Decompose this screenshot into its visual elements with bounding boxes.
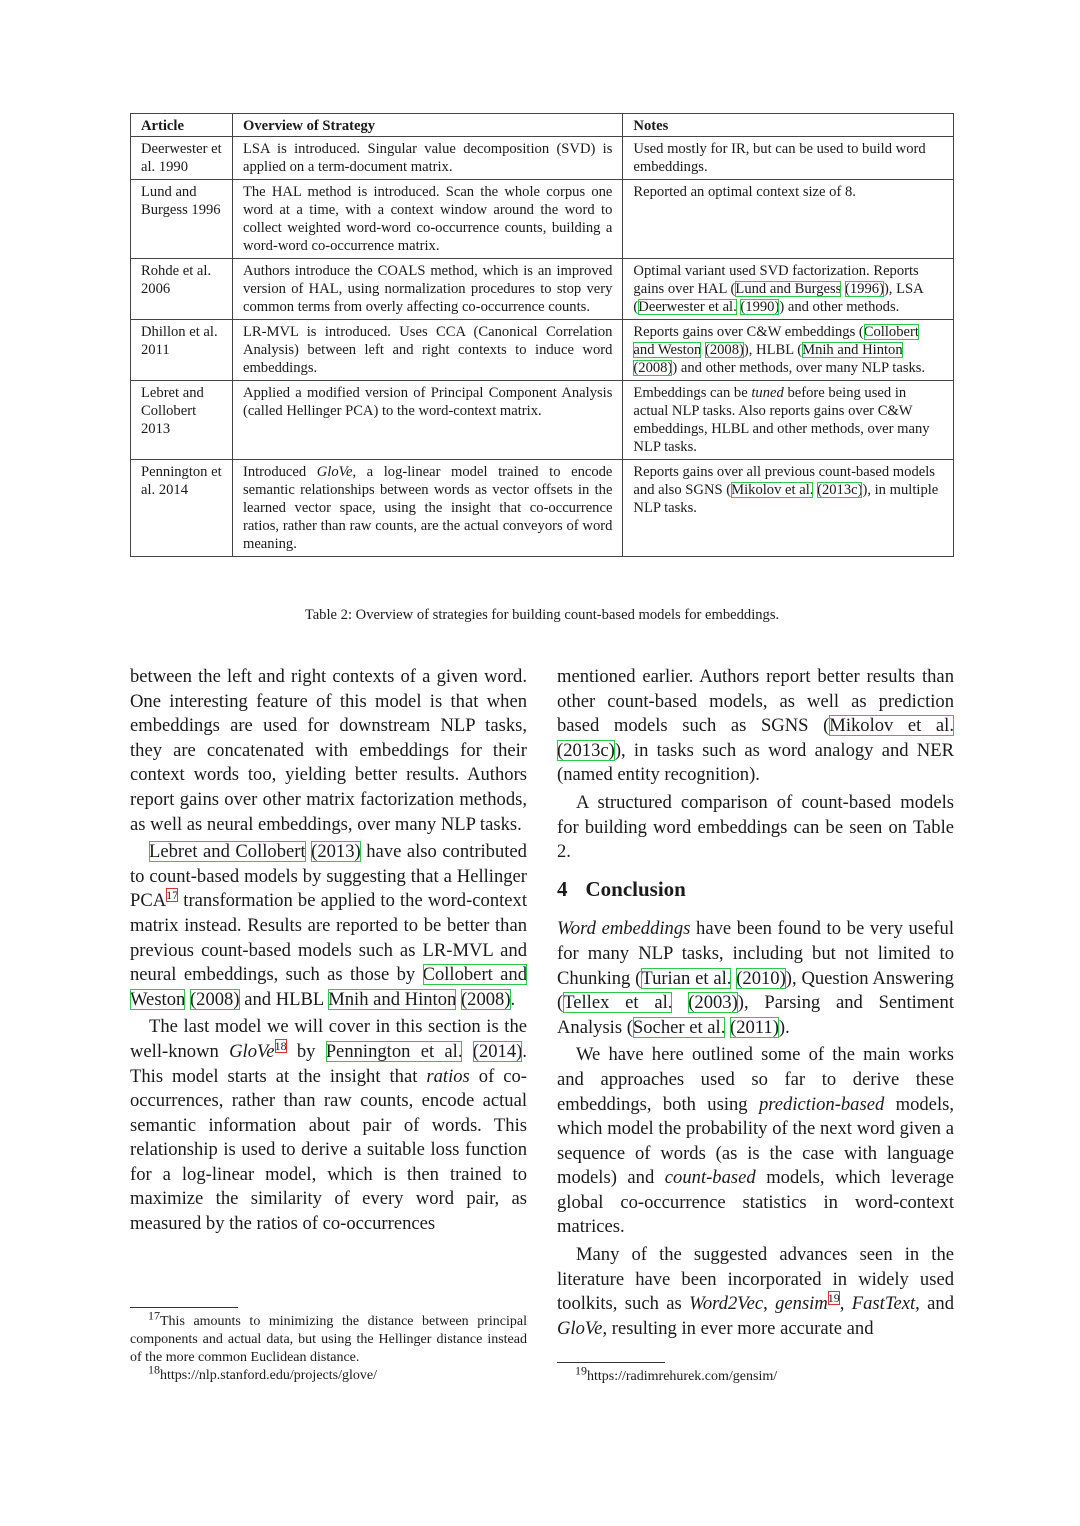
text-run: Optimal variant used SVD factorization. Reports gains over HAL ( xyxy=(633,263,919,297)
header-overview: Overview of Strategy xyxy=(232,114,622,137)
text-run: Reports gains over C&W embeddings ( xyxy=(633,324,864,340)
citation-link[interactable]: (2011) xyxy=(730,1016,779,1038)
citation-link[interactable]: (2013c) xyxy=(817,482,863,498)
text-run: , xyxy=(839,1293,852,1315)
citation-link[interactable]: Pennington et al. xyxy=(325,1040,463,1062)
cell-notes xyxy=(623,320,954,381)
italic-text: gensim xyxy=(775,1293,828,1315)
table-header-row xyxy=(131,114,954,137)
text-run: Used mostly for IR, but can be used to build word embeddings. xyxy=(633,141,926,175)
citation-link[interactable]: Deerwester et al. xyxy=(638,299,737,315)
section-number: 4 xyxy=(557,876,568,901)
citation-link[interactable]: Lebret and Collobert xyxy=(149,841,306,863)
text-run: , resulting in ever more accurate and xyxy=(602,1317,874,1339)
text-run: , a log-linear model trained to encode semantic relationships between words as vector offsets in the learned vector space, using the insight that co-occurrence ratios, rather than raw counts, are the actual conveyors of word meaning. xyxy=(242,464,613,552)
right-column xyxy=(557,665,954,1341)
paragraph xyxy=(557,791,954,865)
cell-article: Lebret and Collobert 2013 xyxy=(131,381,233,460)
text-run: models, which model the probability of the next word given a sequence of words (as is the case with language models) and xyxy=(557,1093,954,1189)
paragraph xyxy=(130,665,527,837)
citation-link[interactable]: (1996) xyxy=(845,281,884,297)
italic-text: FastText xyxy=(851,1293,916,1315)
footnote-link[interactable]: 17 xyxy=(166,888,179,903)
section-title: Conclusion xyxy=(585,876,686,901)
footnote-link[interactable]: 19 xyxy=(827,1291,840,1306)
citation-link[interactable]: Mikolov et al. xyxy=(731,482,814,498)
text-run: ) and other methods, over many NLP tasks. xyxy=(672,360,926,376)
citation-link[interactable]: Tellex et al. xyxy=(563,992,673,1014)
table-row xyxy=(131,381,954,460)
footnote-18 xyxy=(130,1362,527,1385)
cell-overview xyxy=(232,180,622,259)
text-run: Reported an optimal context size of 8. xyxy=(633,184,856,200)
italic-text: ratios xyxy=(426,1065,470,1087)
cell-article: Rohde et al. 2006 xyxy=(131,259,233,320)
italic-text: Word2Vec xyxy=(689,1293,764,1315)
citation-link[interactable]: (2013c) xyxy=(557,739,615,761)
text-run: A structured comparison of count-based models for building word embeddings can be seen on Table 2. xyxy=(557,791,954,863)
cell-article: Pennington et al. 2014 xyxy=(131,460,233,557)
text-run: between the left and right contexts of a given word. One interesting feature of this model is that when embeddings are used for downstream NLP tasks, they are concatenated with embeddings for their context words too, yielding better results. Authors report gains over other matrix factorization methods, as well as neural embeddings, over many NLP tasks. xyxy=(130,666,527,835)
header-notes: Notes xyxy=(623,114,954,137)
citation-link[interactable]: Mnih and Hinton xyxy=(328,988,457,1010)
citation-link[interactable]: (2008) xyxy=(633,360,673,376)
paragraph xyxy=(557,1043,954,1240)
footnote-17 xyxy=(130,1308,527,1367)
citation-link[interactable]: Mikolov et al. xyxy=(829,715,954,737)
text-run: ), in multiple NLP tasks. xyxy=(633,482,939,516)
italic-text: GloVe xyxy=(229,1040,275,1062)
cell-article: Dhillon et al. 2011 xyxy=(131,320,233,381)
cell-notes xyxy=(623,137,954,180)
text-run: LSA is introduced. Singular value decomposition (SVD) is applied on a term-document matrix. xyxy=(242,141,613,175)
table-row xyxy=(131,460,954,557)
cell-notes xyxy=(623,381,954,460)
footnote-link[interactable]: 18 xyxy=(274,1038,287,1053)
text-run: https://nlp.stanford.edu/projects/glove/ xyxy=(160,1368,377,1383)
text-run: models, which leverage global co-occurrence statistics in word-context matrices. xyxy=(557,1167,955,1238)
text-run: transformation be applied to the word-context matrix instead. Results are reported to be better than previous count-based models such as LR-MVL and neural embeddings, such as those by xyxy=(130,890,527,986)
paragraph xyxy=(557,1243,954,1341)
table-row xyxy=(131,320,954,381)
text-run: have also contributed to count-based models by suggesting that a Hellinger PCA xyxy=(130,841,527,912)
text-run: Introduced xyxy=(242,464,317,480)
text-run: , xyxy=(763,1293,776,1315)
cell-article: Lund and Burgess 1996 xyxy=(131,180,233,259)
table-row xyxy=(131,259,954,320)
left-footnotes xyxy=(130,1308,527,1385)
text-run: ) and other methods. xyxy=(779,299,900,315)
text-run: of co-occurrences, rather than raw counts, encode actual semantic information about pair of words. This relationship is used to derive a suitable loss function for a log-linear model, which is then trained to maximize the similarity of every word pair, as measured by the ratios of co-occurrences xyxy=(130,1065,527,1235)
text-run xyxy=(672,992,688,1013)
citation-link[interactable]: Mnih and Hinton xyxy=(802,342,903,358)
section-heading xyxy=(557,877,954,902)
cell-overview xyxy=(232,137,622,180)
cell-notes xyxy=(623,460,954,557)
cell-article: Deerwester et al. 1990 xyxy=(131,137,233,180)
text-run: The last model we will cover in this section is the well-known xyxy=(130,1016,527,1062)
text-run: ). xyxy=(778,1016,790,1038)
header-article: Article xyxy=(131,114,233,137)
italic-text: GloVe xyxy=(557,1317,603,1339)
citation-link[interactable]: Collobert and Weston xyxy=(130,964,528,1010)
text-run: . This model starts at the insight that xyxy=(130,1040,527,1087)
text-run: ), Question Answering ( xyxy=(557,967,954,1014)
table-row xyxy=(131,180,954,259)
text-run: before being used in actual NLP tasks. Also reports gains over C&W embeddings, HLBL and other methods, over many NLP tasks. xyxy=(633,385,930,455)
footnote-rule xyxy=(130,1307,238,1308)
table-caption: Table 2: Overview of strategies for building count-based models for embeddings. xyxy=(304,607,780,623)
cell-overview xyxy=(232,381,622,460)
italic-text: Word embeddings xyxy=(557,918,691,940)
text-run xyxy=(462,1041,472,1062)
text-run: ), Parsing and Sentiment Analysis ( xyxy=(557,992,954,1038)
citation-link[interactable]: Lund and Burgess xyxy=(735,281,842,297)
citation-link[interactable]: (2008) xyxy=(704,342,744,358)
citation-link[interactable]: (1990) xyxy=(740,299,780,315)
cell-overview xyxy=(232,320,622,381)
text-run: ), HLBL ( xyxy=(743,342,803,358)
citation-link[interactable]: Socher et al. xyxy=(632,1016,726,1038)
text-run: . xyxy=(510,988,516,1010)
text-run: ), LSA ( xyxy=(633,281,923,315)
paragraph xyxy=(557,917,954,1040)
paragraph xyxy=(130,1015,527,1236)
text-run: mentioned earlier. Authors report better results than other count-based models, as well as prediction based models such as SGNS ( xyxy=(557,666,954,737)
paragraph xyxy=(130,840,527,1012)
citation-link[interactable]: Turian et al. xyxy=(641,967,732,989)
citation-link[interactable]: (2008) xyxy=(189,988,240,1010)
text-run: by xyxy=(286,1040,326,1062)
text-run: This amounts to minimizing the distance between principal components and actual data, but using the Hellinger distance instead of the more common Euclidean distance. xyxy=(130,1314,527,1365)
left-column xyxy=(130,665,527,1237)
strategies-table xyxy=(130,113,954,557)
citation-link[interactable]: Collobert and Weston xyxy=(633,324,919,358)
citation-link[interactable]: (2008) xyxy=(460,988,511,1010)
citation-link[interactable]: (2003) xyxy=(688,992,738,1014)
text-run: , and xyxy=(915,1293,954,1315)
paragraph xyxy=(557,665,954,788)
footnote-19 xyxy=(557,1363,954,1386)
text-run: LR-MVL is introduced. Uses CCA (Canonical Correlation Analysis) between left and right contexts to induce word embeddings. xyxy=(242,324,613,376)
text-run: Authors introduce the COALS method, which is an improved version of HAL, using normalization procedures to stop very common terms from overly affecting co-occurrence counts. xyxy=(242,263,613,315)
citation-link[interactable]: (2013) xyxy=(311,841,361,863)
text-run: Reports gains over all previous count-based models and also SGNS ( xyxy=(633,464,935,498)
italic-text: count-based xyxy=(664,1167,756,1189)
text-run: Many of the suggested advances seen in the literature have been incorporated in widely used toolkits, such as xyxy=(557,1244,954,1315)
cell-overview xyxy=(232,259,622,320)
footnote-rule xyxy=(557,1362,665,1363)
text-run: The HAL method is introduced. Scan the whole corpus one word at a time, with a context window around the word to collect weighted word-word co-occurrence counts, building a word-word co-occurrence matrix. xyxy=(242,184,613,254)
cell-notes xyxy=(623,180,954,259)
text-run: have been found to be very useful for many NLP tasks, including but not limited to Chunking ( xyxy=(557,918,954,989)
footnote-marker: 19 xyxy=(575,1363,587,1378)
text-run: We have here outlined some of the main works and approaches used so far to derive these embeddings, both using xyxy=(557,1044,954,1115)
table-row xyxy=(131,137,954,180)
footnote-marker: 17 xyxy=(148,1308,160,1323)
text-run: https://radimrehurek.com/gensim/ xyxy=(587,1369,778,1384)
italic-text: tuned xyxy=(751,385,784,401)
footnote-marker: 18 xyxy=(148,1362,160,1377)
text-run: and HLBL xyxy=(239,988,329,1010)
text-run: Applied a modified version of Principal Component Analysis (called Hellinger PCA) to the word-context matrix. xyxy=(242,385,613,419)
italic-text: prediction-based xyxy=(758,1093,885,1115)
text-run: Embeddings can be xyxy=(633,385,752,401)
cell-overview xyxy=(232,460,622,557)
cell-notes xyxy=(623,259,954,320)
citation-link[interactable]: (2010) xyxy=(736,967,786,989)
italic-text: GloVe xyxy=(316,464,353,480)
text-run: ), in tasks such as word analogy and NER (named entity recognition). xyxy=(557,739,954,786)
right-footnotes xyxy=(557,1363,954,1386)
citation-link[interactable]: (2014) xyxy=(472,1040,523,1062)
